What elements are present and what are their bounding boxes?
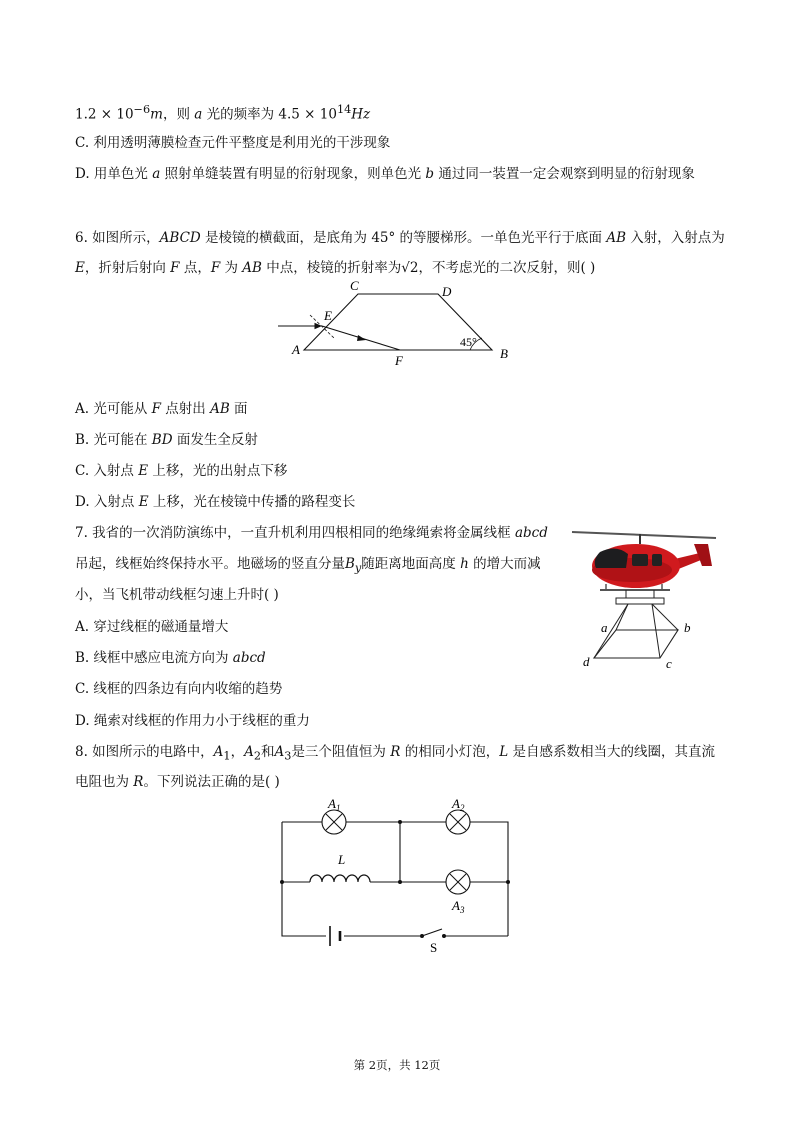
text: 随距离地面高度 (361, 556, 461, 572)
variable: AB (210, 401, 230, 417)
variable: b (425, 166, 435, 182)
subscript: 2 (253, 749, 262, 763)
text: 光的频率为 4.5 × 10 (202, 106, 337, 123)
text: 。下列说法正确的是( ) (143, 774, 280, 790)
variable: AB (242, 260, 262, 276)
q7-stem-line1 (75, 523, 548, 543)
rope (616, 604, 628, 630)
subscript: 1 (223, 749, 231, 763)
q6-option-c (75, 461, 287, 481)
text: D. 入射点 (75, 494, 139, 510)
prism-diagram (270, 278, 520, 370)
q7-option-c: C. 线框的四条边有向内收缩的趋势 (75, 681, 283, 697)
text: D. 用单色光 (75, 166, 153, 182)
variable: R (133, 774, 144, 790)
q5-option-b-continued (75, 100, 370, 125)
variable: abcd (232, 650, 266, 666)
q8-stem-line1 (75, 742, 715, 767)
text: 的增大而减 (468, 556, 541, 572)
text: 7. 我省的一次消防演练中，一直升机利用四根相同的绝缘绳索将金属线框 (75, 525, 515, 541)
subscript: y (354, 561, 362, 575)
variable: E (138, 463, 149, 479)
text: 中点，棱镜的折射率为 (261, 260, 402, 276)
q6-option-b (75, 430, 258, 450)
label-d: d (583, 654, 590, 669)
junction-dot (398, 880, 402, 884)
label-b: B (500, 346, 508, 361)
text: 通过同一装置一定会观察到明显的衍射现象 (434, 166, 695, 182)
circuit-diagram (270, 796, 520, 954)
label-a2: $A_2$ (452, 796, 465, 813)
ray-arrow (357, 335, 366, 341)
unit: m (150, 106, 163, 123)
side-window (632, 554, 648, 566)
switch-contact (442, 934, 446, 938)
label-c: C (350, 278, 359, 293)
hook-bar (616, 598, 664, 604)
inductor-coil (310, 875, 370, 882)
text: 入射，入射点为 (626, 230, 725, 246)
q5-option-c: C. 利用透明薄膜检查元件平整度是利用光的干涉现象 (75, 135, 391, 151)
text: ，不考虑光的二次反射，则( ) (418, 260, 596, 276)
variable: a (152, 166, 161, 182)
label-a1: $A_1$ (328, 796, 341, 813)
variable: A (244, 744, 254, 760)
text: 上移，光的出射点下移 (148, 463, 288, 479)
text: ，则 (162, 106, 195, 123)
text: 是自感系数相当大的线圈，其直流 (508, 744, 715, 760)
rotor-blade (572, 532, 716, 538)
q8-stem-line2 (75, 772, 280, 792)
text: 上移，光在棱镜中传播的路程变长 (148, 494, 356, 510)
page-number: 第 2页，共 12页 (353, 1058, 441, 1072)
q6-stem-line2 (75, 258, 595, 278)
junction-dot (398, 820, 402, 824)
q7-stem-line2 (75, 554, 541, 579)
variable: A (274, 744, 285, 760)
q6-option-a (75, 399, 248, 419)
label-d: D (442, 284, 452, 299)
rope (652, 604, 678, 630)
text: ，折射后射向 (84, 260, 171, 276)
variable: B (345, 556, 355, 572)
angle-label: 45° (460, 335, 477, 349)
variable: F (210, 260, 221, 276)
text: 和 (261, 744, 275, 760)
label-f: F (395, 353, 403, 368)
q5-option-d (75, 164, 695, 184)
text: B. 光可能在 (75, 432, 152, 448)
text: ， (230, 744, 245, 760)
text: B. 线框中感应电流方向为 (75, 650, 233, 666)
variable: F (170, 260, 180, 276)
q7-stem-line3: 小，当飞机带动线框匀速上升时( ) (75, 587, 279, 603)
junction-dot (280, 880, 284, 884)
label-s: S (430, 940, 438, 954)
junction-dot (506, 880, 510, 884)
label-a: a (601, 620, 608, 635)
q7-option-d: D. 绳索对线框的作用力小于线框的重力 (75, 713, 310, 729)
label-a3: $A_3$ (452, 898, 465, 915)
helicopter-figure (566, 522, 722, 674)
label-c: c (666, 656, 672, 671)
label-b: b (684, 620, 691, 635)
text: 6. 如图所示， (75, 230, 160, 246)
subscript: 3 (284, 749, 292, 763)
text: 点射出 (161, 401, 211, 417)
text: 8. 如图所示的电路中， (75, 744, 214, 760)
wire (470, 822, 508, 936)
rope (652, 604, 660, 658)
cockpit-window (595, 548, 628, 568)
label-a: A (292, 342, 300, 357)
q7-option-b (75, 648, 266, 668)
lamp-a3 (446, 870, 470, 894)
exponent: 14 (336, 103, 352, 116)
q6-option-d (75, 492, 355, 512)
text: A. 光可能从 (75, 401, 152, 417)
text: 的相同小灯泡， (400, 744, 500, 760)
label-e: E (324, 308, 332, 323)
variable: ABCD (159, 230, 201, 246)
text: 面发生全反射 (172, 432, 258, 448)
unit: Hz (351, 106, 371, 123)
text: 1.2 × 10 (75, 106, 134, 123)
variable: AB (606, 230, 627, 246)
text: 为 (220, 260, 243, 276)
variable: L (499, 744, 509, 760)
exponent: −6 (133, 103, 151, 116)
text: 吊起，线框始终保持水平。地磁场的竖直分量 (75, 556, 345, 572)
q7-option-a: A. 穿过线框的磁通量增大 (75, 619, 229, 635)
text: 电阻也为 (75, 774, 134, 790)
switch-lever (422, 929, 442, 936)
variable: h (460, 556, 469, 572)
variable: BD (151, 432, 173, 448)
variable: A (213, 744, 224, 760)
lamp-a2 (446, 810, 470, 834)
wire (282, 822, 326, 936)
text: 是棱镜的横截面，是底角为 45° 的等腰梯形。一单色光平行于底面 (200, 230, 607, 246)
variable: a (194, 106, 203, 123)
text: C. 入射点 (75, 463, 139, 479)
lamp-a1 (322, 810, 346, 834)
text: 是三个阻值恒为 (291, 744, 391, 760)
variable: E (138, 494, 149, 510)
text: 照射单缝装置有明显的衍射现象，则单色光 (160, 166, 426, 182)
rope (594, 604, 628, 658)
variable: F (151, 401, 161, 417)
label-l: L (338, 852, 346, 867)
variable: abcd (514, 525, 548, 541)
variable: R (390, 744, 401, 760)
text: 面 (229, 401, 248, 417)
sqrt-value: √2 (401, 260, 419, 276)
side-window (652, 554, 662, 566)
variable: E (75, 260, 85, 276)
q6-stem-line1 (75, 228, 725, 248)
text: 点， (179, 260, 211, 276)
